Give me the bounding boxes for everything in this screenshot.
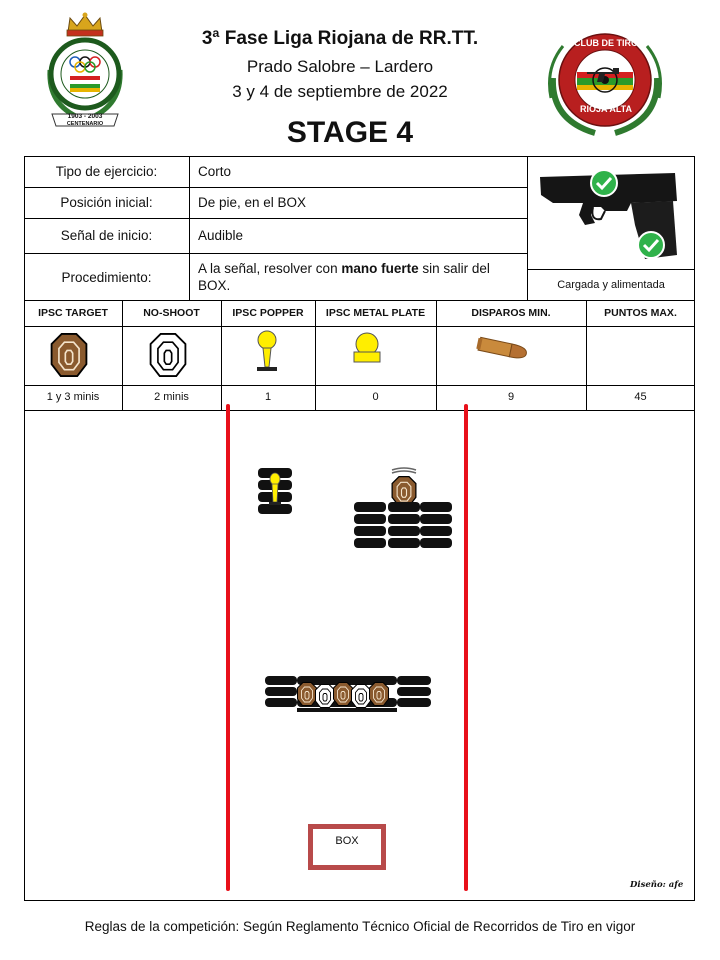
box-label: BOX [335, 835, 359, 847]
info-value-procedimiento [190, 253, 520, 301]
info-label-senal: Señal de inicio: [60, 228, 153, 243]
competition-dates: 3 y 4 de septiembre de 2022 [232, 82, 448, 101]
pistol-caption: Cargada y alimentada [557, 279, 665, 291]
header-ipsc-target: IPSC TARGET [38, 307, 108, 319]
competition-title: 3ª Fase Liga Riojana de RR.TT. [201, 28, 479, 49]
info-value-posicion: De pie, en el BOX [198, 195, 307, 210]
value-no-shoot: 2 minis [154, 391, 189, 403]
crest-subtitle-label: CENTENARIO [66, 121, 104, 127]
club-seal-bottom-text: RIOJA ALTA [580, 104, 632, 114]
header-puntos-max: PUNTOS MAX. [604, 307, 677, 319]
designer-signature: Diseño: afe [630, 880, 684, 890]
value-disparos-min: 9 [507, 391, 515, 403]
club-seal-top-text: CLUB DE TIRO [574, 38, 638, 48]
value-puntos-max: 45 [634, 391, 647, 403]
no-shoot-icon [149, 333, 187, 377]
info-label-procedimiento: Procedimiento: [61, 269, 152, 285]
competition-location: Prado Salobre – Lardero [246, 57, 434, 76]
popper-icon [253, 330, 281, 374]
value-ipsc-target: 1 y 3 minis [46, 391, 100, 403]
fault-line-right [464, 404, 468, 891]
shooting-box [308, 824, 386, 870]
value-ipsc-popper: 1 [264, 391, 272, 403]
procedure-text-end: sin salir del BOX. [198, 261, 490, 293]
popper-barrel-stack [255, 466, 295, 524]
procedure-text-start: A la señal, resolver con [198, 261, 342, 276]
info-label-posicion: Posición inicial: [60, 195, 153, 210]
crest-years-label: 1903 - 2003 [67, 113, 103, 120]
header-ipsc-popper: IPSC POPPER [232, 307, 304, 319]
bullet-icon [473, 333, 531, 363]
mini-targets-barrel-row [263, 674, 435, 716]
header-disparos-min: DISPAROS MIN. [471, 307, 551, 319]
fault-line-left [226, 404, 230, 891]
target-on-barrels [352, 466, 456, 556]
info-value-tipo: Corto [198, 164, 232, 179]
info-value-senal: Audible [198, 228, 244, 243]
header-no-shoot: NO-SHOOT [143, 307, 200, 319]
procedure-text-bold: mano fuerte [341, 261, 419, 276]
info-label-tipo: Tipo de ejercicio: [55, 164, 158, 179]
value-metal-plate: 0 [372, 391, 379, 403]
metal-plate-icon [352, 332, 382, 364]
pistol-image [535, 165, 685, 265]
stage-title: STAGE 4 [286, 116, 414, 149]
header-metal-plate: IPSC METAL PLATE [325, 307, 426, 319]
ipsc-target-icon [50, 333, 88, 377]
footer-rules: Reglas de la competición: Según Reglamento Técnico Oficial de Recorridos de Tiro en vigor [84, 919, 636, 934]
